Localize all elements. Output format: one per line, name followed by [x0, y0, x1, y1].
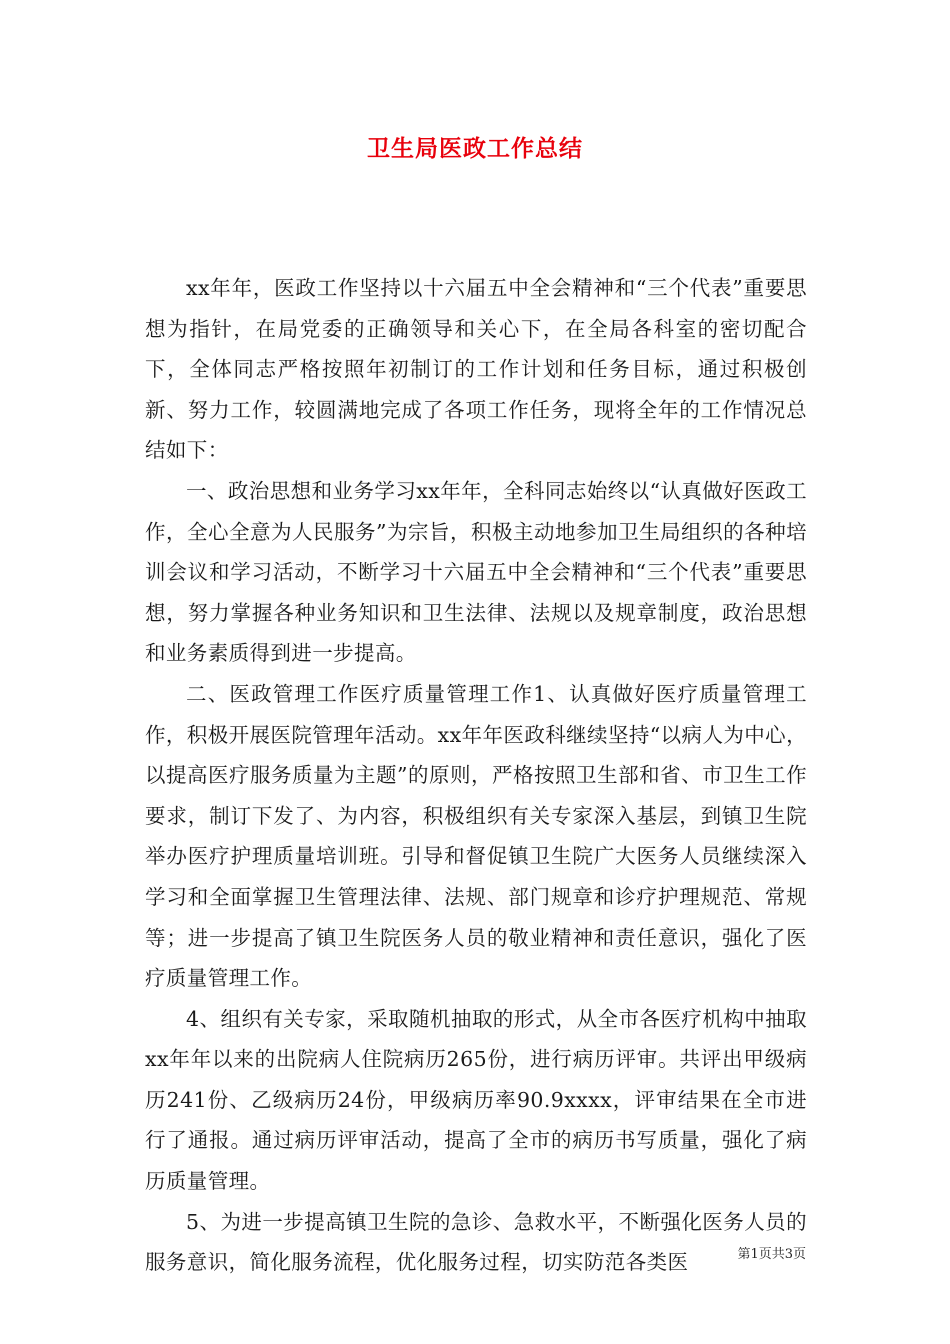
- document-body: [145, 268, 807, 1283]
- document-title: 卫生局医政工作总结: [367, 135, 583, 162]
- paragraph-item-5: 5、为进一步提高镇卫生院的急诊、急救水平，不断强化医务人员的服务意识，简化服务流程，优化服务过程，切实防范各类医: [145, 1209, 807, 1275]
- paragraph-item-4: 4、组织有关专家，采取随机抽取的形式，从全市各医疗机构中抽取xx年年以来的出院病人住院病历265份，进行病历评审。共评出甲级病历241份、乙级病历24份，甲级病历率90.9xxxx，评审结果在全市进行了通报。通过病历评审活动，提高了全市的病历书写质量，强化了病历质量管理。: [145, 1006, 807, 1194]
- page-number: 第1页共3页: [737, 1247, 806, 1262]
- paragraph-section-1: 一、政治思想和业务学习xx年年，全科同志始终以“认真做好医政工作，全心全意为人民服务”为宗旨，积极主动地参加卫生局组织的各种培训会议和学习活动，不断学习十六届五中全会精神和“三个代表”重要思想，努力掌握各种业务知识和卫生法律、法规以及规章制度，政治思想和业务素质得到进一步提高。: [145, 478, 807, 666]
- paragraph-intro: xx年年，医政工作坚持以十六届五中全会精神和“三个代表”重要思想为指针，在局党委的正确领导和关心下，在全局各科室的密切配合下，全体同志严格按照年初制订的工作计划和任务目标，通过积极创新、努力工作，较圆满地完成了各项工作任务，现将全年的工作情况总结如下：: [145, 276, 807, 463]
- paragraph-section-2: 二、医政管理工作医疗质量管理工作1、认真做好医疗质量管理工作，积极开展医院管理年活动。xx年年医政科继续坚持“以病人为中心，以提高医疗服务质量为主题”的原则，严格按照卫生部和省、市卫生工作要求，制订下发了、为内容，积极组织有关专家深入基层，到镇卫生院举办医疗护理质量培训班。引导和督促镇卫生院广大医务人员继续深入学习和全面掌握卫生管理法律、法规、部门规章和诊疗护理规范、常规等；进一步提高了镇卫生院医务人员的敬业精神和责任意识，强化了医疗质量管理工作。: [145, 681, 807, 991]
